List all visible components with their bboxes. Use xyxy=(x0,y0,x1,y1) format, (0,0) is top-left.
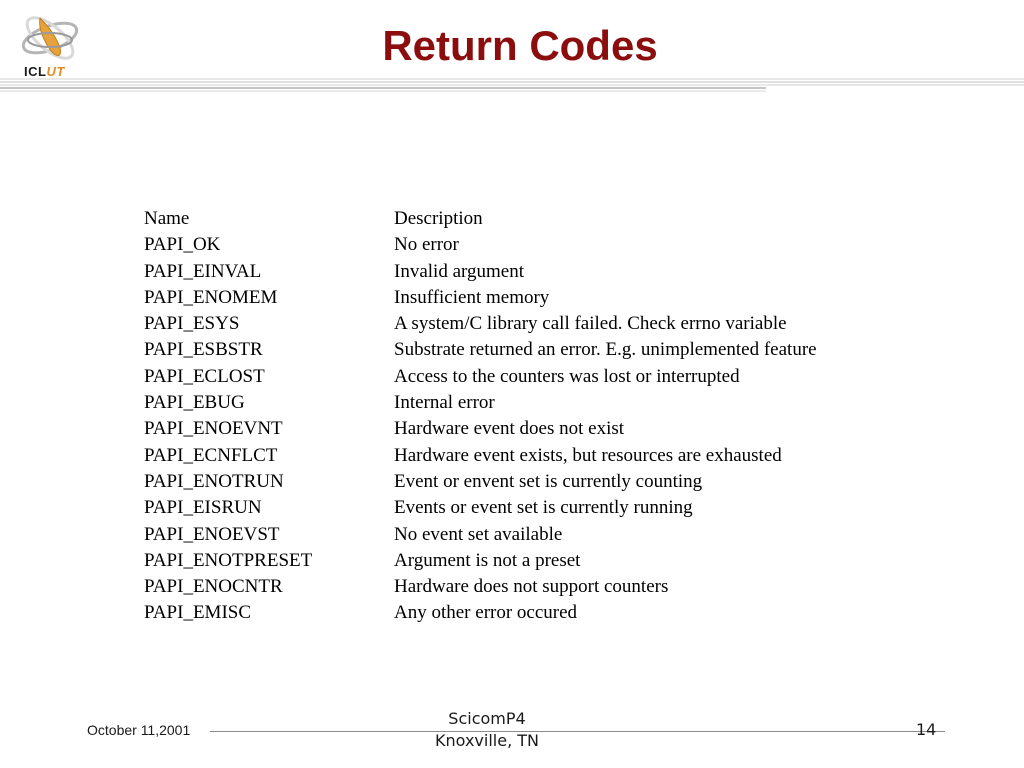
footer-event xyxy=(412,708,562,752)
return-code-description: Argument is not a preset xyxy=(394,549,581,571)
footer-divider xyxy=(210,731,945,732)
return-code-name: PAPI_ENOEVNT xyxy=(144,418,283,440)
return-code-description: No error xyxy=(394,234,459,256)
return-code-description: Hardware event exists, but resources are exhausted xyxy=(394,444,782,466)
column-header-name: Name xyxy=(144,208,190,229)
return-codes-table xyxy=(144,206,817,627)
return-code-description: Any other error occured xyxy=(394,602,578,624)
logo-accent: UT xyxy=(46,64,65,79)
return-code-name: PAPI_OK xyxy=(144,234,221,256)
table-row xyxy=(144,600,817,626)
return-code-description: Substrate returned an error. E.g. unimplemented feature xyxy=(394,339,817,361)
table-row xyxy=(144,390,817,416)
table-row xyxy=(144,416,817,442)
return-code-name: PAPI_ENOTPRESET xyxy=(144,549,313,571)
return-code-description: No event set available xyxy=(394,523,563,545)
return-code-name: PAPI_ENOEVST xyxy=(144,523,280,545)
table-row xyxy=(144,232,817,258)
table-row xyxy=(144,364,817,390)
table-row xyxy=(144,311,817,337)
header-divider xyxy=(0,78,1024,94)
table-row xyxy=(144,337,817,363)
return-code-name: PAPI_EINVAL xyxy=(144,260,262,282)
return-code-description: Insufficient memory xyxy=(394,286,550,308)
table-row xyxy=(144,495,817,521)
table-row xyxy=(144,443,817,469)
return-code-name: PAPI_ECNFLCT xyxy=(144,444,278,466)
return-code-description: A system/C library call failed. Check errno variable xyxy=(394,313,787,335)
return-code-name: PAPI_ENOCNTR xyxy=(144,576,283,598)
return-code-description: Internal error xyxy=(394,392,495,414)
table-row xyxy=(144,285,817,311)
return-codes-body xyxy=(144,206,817,627)
footer-date: October 11,2001 xyxy=(87,722,191,738)
table-row xyxy=(144,548,817,574)
logo-label: ICL xyxy=(24,64,47,79)
return-code-description: Invalid argument xyxy=(394,260,524,282)
table-row xyxy=(144,469,817,495)
return-code-name: PAPI_ESYS xyxy=(144,313,240,335)
return-code-name: PAPI_ENOMEM xyxy=(144,286,278,308)
page-title: Return Codes xyxy=(382,22,658,69)
table-row xyxy=(144,574,817,600)
footer-event-location: Knoxville, TN xyxy=(435,731,539,750)
return-code-name: PAPI_ESBSTR xyxy=(144,339,263,361)
table-row xyxy=(144,259,817,285)
return-code-description: Hardware event does not exist xyxy=(394,418,625,440)
return-code-name: PAPI_EISRUN xyxy=(144,497,262,519)
return-code-name: PAPI_ECLOST xyxy=(144,365,265,387)
return-code-name: PAPI_EMISC xyxy=(144,602,252,624)
return-code-name: PAPI_EBUG xyxy=(144,392,245,414)
return-code-name: PAPI_ENOTRUN xyxy=(144,470,284,492)
page-number: 14 xyxy=(916,720,937,739)
return-code-description: Access to the counters was lost or interrupted xyxy=(394,365,740,387)
footer-event-name: ScicomP4 xyxy=(448,709,526,728)
table-header-row xyxy=(144,206,817,232)
column-header-description: Description xyxy=(394,208,483,229)
return-code-description: Event or envent set is currently counting xyxy=(394,470,703,492)
return-code-description: Events or event set is currently running xyxy=(394,497,693,519)
return-code-description: Hardware does not support counters xyxy=(394,576,669,598)
table-row xyxy=(144,522,817,548)
